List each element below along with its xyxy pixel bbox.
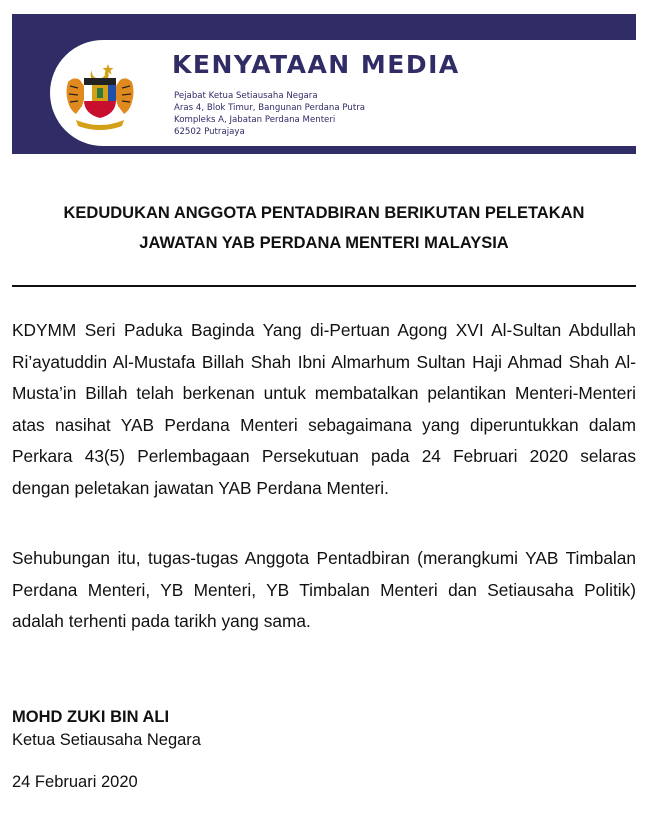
letterhead-title: KENYATAAN MEDIA	[172, 50, 460, 79]
signatory-title: Ketua Setiausaha Negara	[12, 731, 201, 749]
statement-date: 24 Februari 2020	[12, 773, 138, 791]
body-paragraph-1: KDYMM Seri Paduka Baginda Yang di-Pertuan Agong XVI Al-Sultan Abdullah Ri’ayatuddin Al-Mustafa Billah Shah Ibni Almarhum Sultan Haji Ahmad Shah Al-Musta’in Billah telah berkenan untuk membatalkan pelantikan Menteri-Menteri atas nasihat YAB Perdana Menteri sebagaimana yang diperuntukkan dalam Perkara 43(5) Perlembagaan Persekutuan pada 24 Februari 2020 selaras dengan peletakan jawatan YAB Perdana Menteri.	[12, 320, 636, 498]
letterhead-banner	[12, 14, 636, 154]
body-paragraph-2: Sehubungan itu, tugas-tugas Anggota Pentadbiran (merangkumi YAB Timbalan Perdana Menteri, YB Menteri, YB Timbalan Menteri dan Setiausaha Politik) adalah terhenti pada tarikh yang sama.	[12, 548, 636, 631]
address-line: Pejabat Ketua Setiausaha Negara	[174, 91, 318, 101]
headline-line-1: KEDUDUKAN ANGGOTA PENTADBIRAN BERIKUTAN PELETAKAN	[63, 204, 585, 222]
address-line: Aras 4, Blok Timur, Bangunan Perdana Putra	[174, 103, 366, 113]
address-line: Kompleks A, Jabatan Perdana Menteri	[174, 115, 336, 125]
headline-line-2: JAWATAN YAB PERDANA MENTERI MALAYSIA	[139, 234, 509, 252]
malaysia-coat-of-arms-icon	[64, 60, 136, 130]
letterhead-address	[174, 90, 365, 138]
address-line: 62502 Putrajaya	[174, 127, 245, 137]
divider-rule	[12, 285, 636, 287]
signatory-name: MOHD ZUKI BIN ALI	[12, 708, 170, 726]
statement-headline	[12, 198, 636, 258]
